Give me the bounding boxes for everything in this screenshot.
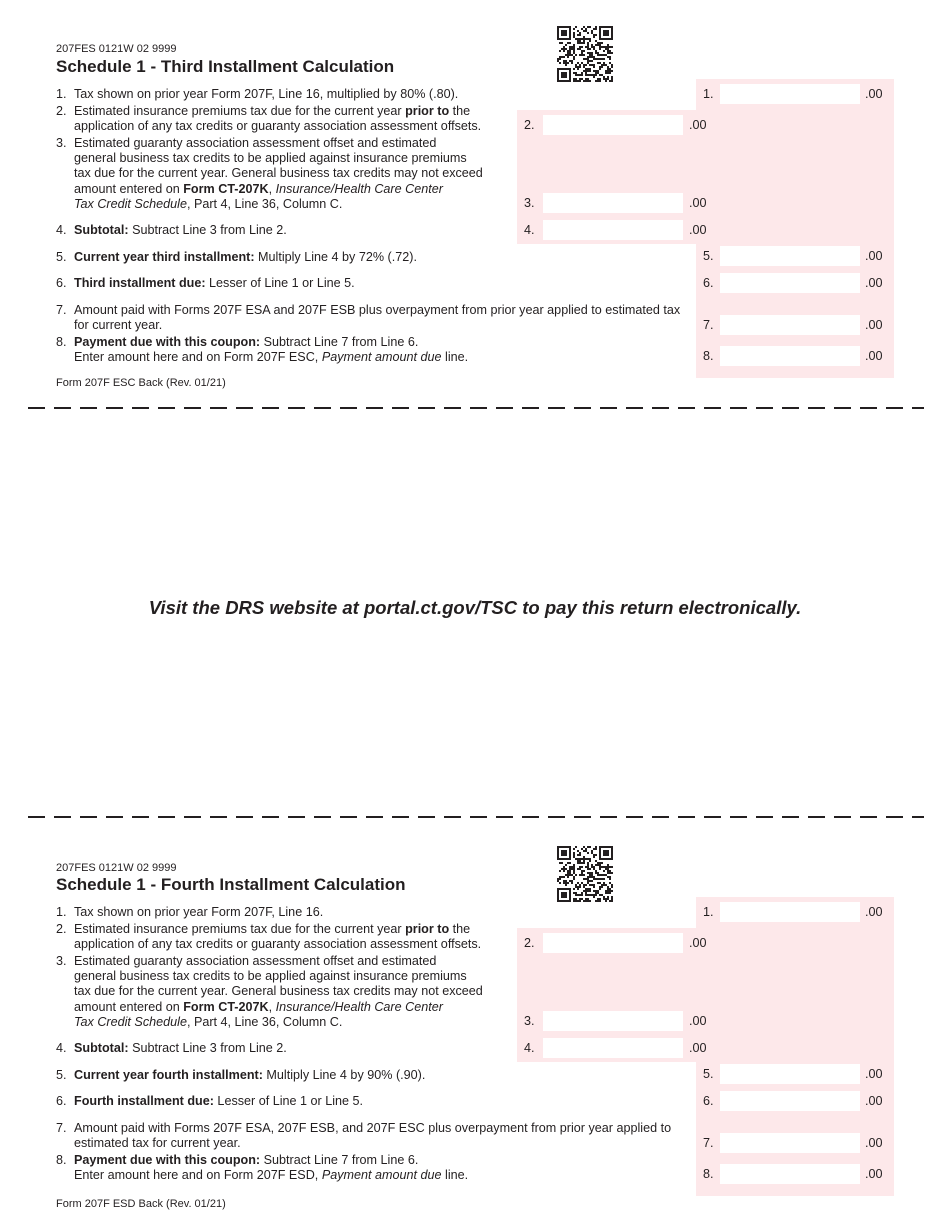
- line-text: [74, 119, 481, 134]
- line-text: [74, 1121, 671, 1136]
- line-text-segment: Insurance/Health Care Center: [275, 999, 443, 1014]
- line-text-segment: Current year fourth installment:: [74, 1068, 263, 1082]
- amount-input[interactable]: [720, 273, 860, 293]
- line-text-segment: Enter amount here and on Form 207F ESD,: [74, 1168, 322, 1183]
- amount-input[interactable]: [720, 1091, 860, 1111]
- amount-input[interactable]: [720, 84, 860, 104]
- field-number: 4.: [524, 223, 535, 237]
- amount-input[interactable]: [543, 1011, 683, 1031]
- line-text-segment: amount entered on: [74, 999, 184, 1014]
- line-text-segment: Estimated guaranty association assessment offset and estimated: [74, 954, 437, 968]
- line-text-segment: Lesser of Line 1 or Line 5.: [213, 1094, 364, 1108]
- schedule-title: Schedule 1 - Third Installment Calculation: [56, 57, 395, 76]
- field-number: 8.: [703, 1167, 714, 1181]
- amount-input[interactable]: [720, 246, 860, 266]
- line-text-segment: Tax Credit Schedule: [74, 1014, 187, 1029]
- line-number: 6.: [56, 276, 67, 290]
- amount-input[interactable]: [720, 346, 860, 366]
- form-footer: Form 207F ESC Back (Rev. 01/21): [56, 377, 226, 389]
- line-text: [74, 1000, 443, 1015]
- line-number: 3.: [56, 954, 67, 968]
- amount-input[interactable]: [720, 315, 860, 335]
- amount-input[interactable]: [543, 1038, 683, 1058]
- line-text: [74, 303, 680, 318]
- line-text-segment: , Part 4, Line 36, Column C.: [186, 1014, 343, 1029]
- line-text-segment: amount entered on: [74, 181, 184, 196]
- line-text-segment: Amount paid with Forms 207F ESA and 207F ESB plus overpayment from prior year applied to estimated tax: [74, 303, 681, 317]
- line-text-segment: Subtract Line 7 from Line 6.: [260, 1153, 419, 1167]
- line-text-segment: ,: [268, 181, 276, 196]
- field-number: 6.: [703, 1094, 714, 1108]
- line-text: [74, 318, 162, 333]
- line-text: [74, 969, 467, 984]
- line-text-segment: Fourth installment due:: [74, 1094, 214, 1108]
- line-text-segment: Third installment due:: [74, 276, 206, 290]
- cents-label: .00: [689, 1041, 707, 1055]
- line-text-segment: , Part 4, Line 36, Column C.: [186, 196, 343, 211]
- cents-label: .00: [689, 223, 707, 237]
- line-text-segment: prior to: [405, 104, 450, 118]
- cents-label: .00: [865, 318, 883, 332]
- line-text: [74, 182, 443, 197]
- line-number: 4.: [56, 1041, 67, 1055]
- line-text: [74, 905, 323, 920]
- line-number: 7.: [56, 303, 67, 317]
- amount-input[interactable]: [543, 220, 683, 240]
- line-text: [74, 1153, 418, 1168]
- cents-label: .00: [865, 1167, 883, 1181]
- amount-input[interactable]: [720, 1164, 860, 1184]
- line-text-segment: for current year.: [74, 318, 163, 333]
- amount-input[interactable]: [720, 1133, 860, 1153]
- field-number: 5.: [703, 249, 714, 263]
- line-text-segment: line.: [441, 350, 469, 365]
- line-text-segment: prior to: [405, 922, 450, 936]
- amount-input[interactable]: [543, 115, 683, 135]
- line-text-segment: Payment due with this coupon:: [74, 1153, 261, 1167]
- line-text-segment: Subtotal:: [74, 1041, 129, 1055]
- amount-input[interactable]: [720, 902, 860, 922]
- line-text: [74, 87, 458, 102]
- line-text-segment: Tax shown on prior year Form 207F, Line 16.: [74, 905, 324, 919]
- line-text: [74, 350, 468, 365]
- line-text-segment: Estimated guaranty association assessment offset and estimated: [74, 136, 437, 150]
- line-number: 2.: [56, 104, 67, 118]
- line-text-segment: Enter amount here and on Form 207F ESC,: [74, 350, 322, 365]
- cents-label: .00: [865, 1136, 883, 1150]
- line-text: [74, 954, 436, 969]
- line-text-segment: Insurance/Health Care Center: [275, 181, 443, 196]
- line-number: 6.: [56, 1094, 67, 1108]
- cents-label: .00: [689, 1014, 707, 1028]
- line-text: [74, 937, 481, 952]
- line-text: [74, 1041, 287, 1056]
- field-number: 6.: [703, 276, 714, 290]
- cents-label: .00: [865, 276, 883, 290]
- qr-code-icon: [557, 846, 613, 907]
- field-number: 4.: [524, 1041, 535, 1055]
- line-text-segment: Lesser of Line 1 or Line 5.: [205, 276, 355, 290]
- cents-label: .00: [865, 1094, 883, 1108]
- line-number: 8.: [56, 1153, 67, 1167]
- form-footer: Form 207F ESD Back (Rev. 01/21): [56, 1198, 226, 1210]
- field-number: 2.: [524, 118, 535, 132]
- line-text-segment: tax due for the current year. General business tax credits may not exceed: [74, 984, 483, 999]
- cents-label: .00: [865, 87, 883, 101]
- line-text-segment: Multiply Line 4 by 90% (.90).: [262, 1068, 426, 1082]
- line-text: [74, 1068, 425, 1083]
- line-number: 5.: [56, 250, 67, 264]
- line-number: 8.: [56, 335, 67, 349]
- promo-text: Visit the DRS website at portal.ct.gov/TSC to pay this return electronically.: [148, 597, 802, 618]
- line-text-segment: Payment amount due: [321, 350, 442, 365]
- line-text-segment: the: [449, 922, 471, 936]
- form-code: 207FES 0121W 02 9999: [56, 43, 177, 55]
- line-text: [74, 984, 483, 999]
- line-text-segment: general business tax credits to be applied against insurance premiums: [74, 969, 467, 984]
- line-text: [74, 1136, 241, 1151]
- cents-label: .00: [865, 249, 883, 263]
- line-text-segment: Form CT-207K: [183, 181, 269, 196]
- line-text: [74, 104, 470, 119]
- line-text: [74, 166, 483, 181]
- line-text: [74, 276, 355, 291]
- line-number: 7.: [56, 1121, 67, 1135]
- line-text-segment: Payment amount due: [321, 1168, 442, 1183]
- line-text: [74, 250, 417, 265]
- line-text: [74, 197, 342, 212]
- line-text-segment: Subtract Line 3 from Line 2.: [128, 223, 287, 237]
- field-number: 1.: [703, 905, 714, 919]
- line-text: [74, 335, 418, 350]
- cents-label: .00: [865, 1067, 883, 1081]
- field-number: 7.: [703, 318, 714, 332]
- line-text-segment: Multiply Line 4 by 72% (.72).: [254, 250, 417, 264]
- cents-label: .00: [689, 118, 707, 132]
- amount-input[interactable]: [543, 933, 683, 953]
- line-text: [74, 223, 287, 238]
- line-text: [74, 1094, 363, 1109]
- line-text-segment: Form CT-207K: [183, 999, 269, 1014]
- line-text: [74, 1168, 468, 1183]
- field-number: 7.: [703, 1136, 714, 1150]
- field-number: 3.: [524, 1014, 535, 1028]
- line-text-segment: application of any tax credits or guaranty association assessment offsets.: [74, 937, 482, 952]
- line-text-segment: Subtract Line 3 from Line 2.: [128, 1041, 287, 1055]
- line-text-segment: Amount paid with Forms 207F ESA, 207F ESB, and 207F ESC plus overpayment from prior year applied to: [74, 1121, 672, 1135]
- line-text-segment: general business tax credits to be applied against insurance premiums: [74, 151, 467, 166]
- line-text-segment: Subtotal:: [74, 223, 129, 237]
- cents-label: .00: [689, 936, 707, 950]
- line-text-segment: Tax shown on prior year Form 207F, Line 16, multiplied by 80% (.80).: [74, 87, 459, 101]
- line-text-segment: Current year third installment:: [74, 250, 255, 264]
- cents-label: .00: [689, 196, 707, 210]
- line-text-segment: Estimated insurance premiums tax due for the current year: [74, 104, 406, 118]
- cents-label: .00: [865, 349, 883, 363]
- field-number: 3.: [524, 196, 535, 210]
- line-text-segment: estimated tax for current year.: [74, 1136, 241, 1151]
- line-number: 1.: [56, 87, 67, 101]
- line-text-segment: application of any tax credits or guaranty association assessment offsets.: [74, 119, 482, 134]
- cents-label: .00: [865, 905, 883, 919]
- field-number: 2.: [524, 936, 535, 950]
- line-number: 5.: [56, 1068, 67, 1082]
- line-text-segment: tax due for the current year. General business tax credits may not exceed: [74, 166, 483, 181]
- line-text-segment: line.: [441, 1168, 469, 1183]
- line-number: 4.: [56, 223, 67, 237]
- line-text: [74, 151, 467, 166]
- cut-line: [28, 816, 924, 818]
- line-text-segment: Subtract Line 7 from Line 6.: [260, 335, 419, 349]
- schedule-title: Schedule 1 - Fourth Installment Calculation: [56, 875, 406, 894]
- line-text-segment: Tax Credit Schedule: [74, 196, 187, 211]
- field-number: 8.: [703, 349, 714, 363]
- line-text-segment: Payment due with this coupon:: [74, 335, 261, 349]
- cut-line: [28, 407, 924, 409]
- line-number: 1.: [56, 905, 67, 919]
- line-text-segment: ,: [268, 999, 276, 1014]
- line-number: 2.: [56, 922, 67, 936]
- amount-input[interactable]: [720, 1064, 860, 1084]
- amount-input[interactable]: [543, 193, 683, 213]
- line-text-segment: Estimated insurance premiums tax due for the current year: [74, 922, 406, 936]
- form-code: 207FES 0121W 02 9999: [56, 862, 177, 874]
- field-number: 5.: [703, 1067, 714, 1081]
- line-text: [74, 922, 470, 937]
- line-text: [74, 1015, 342, 1030]
- field-number: 1.: [703, 87, 714, 101]
- line-text: [74, 136, 436, 151]
- qr-code-icon: [557, 26, 613, 87]
- line-number: 3.: [56, 136, 67, 150]
- line-text-segment: the: [449, 104, 471, 118]
